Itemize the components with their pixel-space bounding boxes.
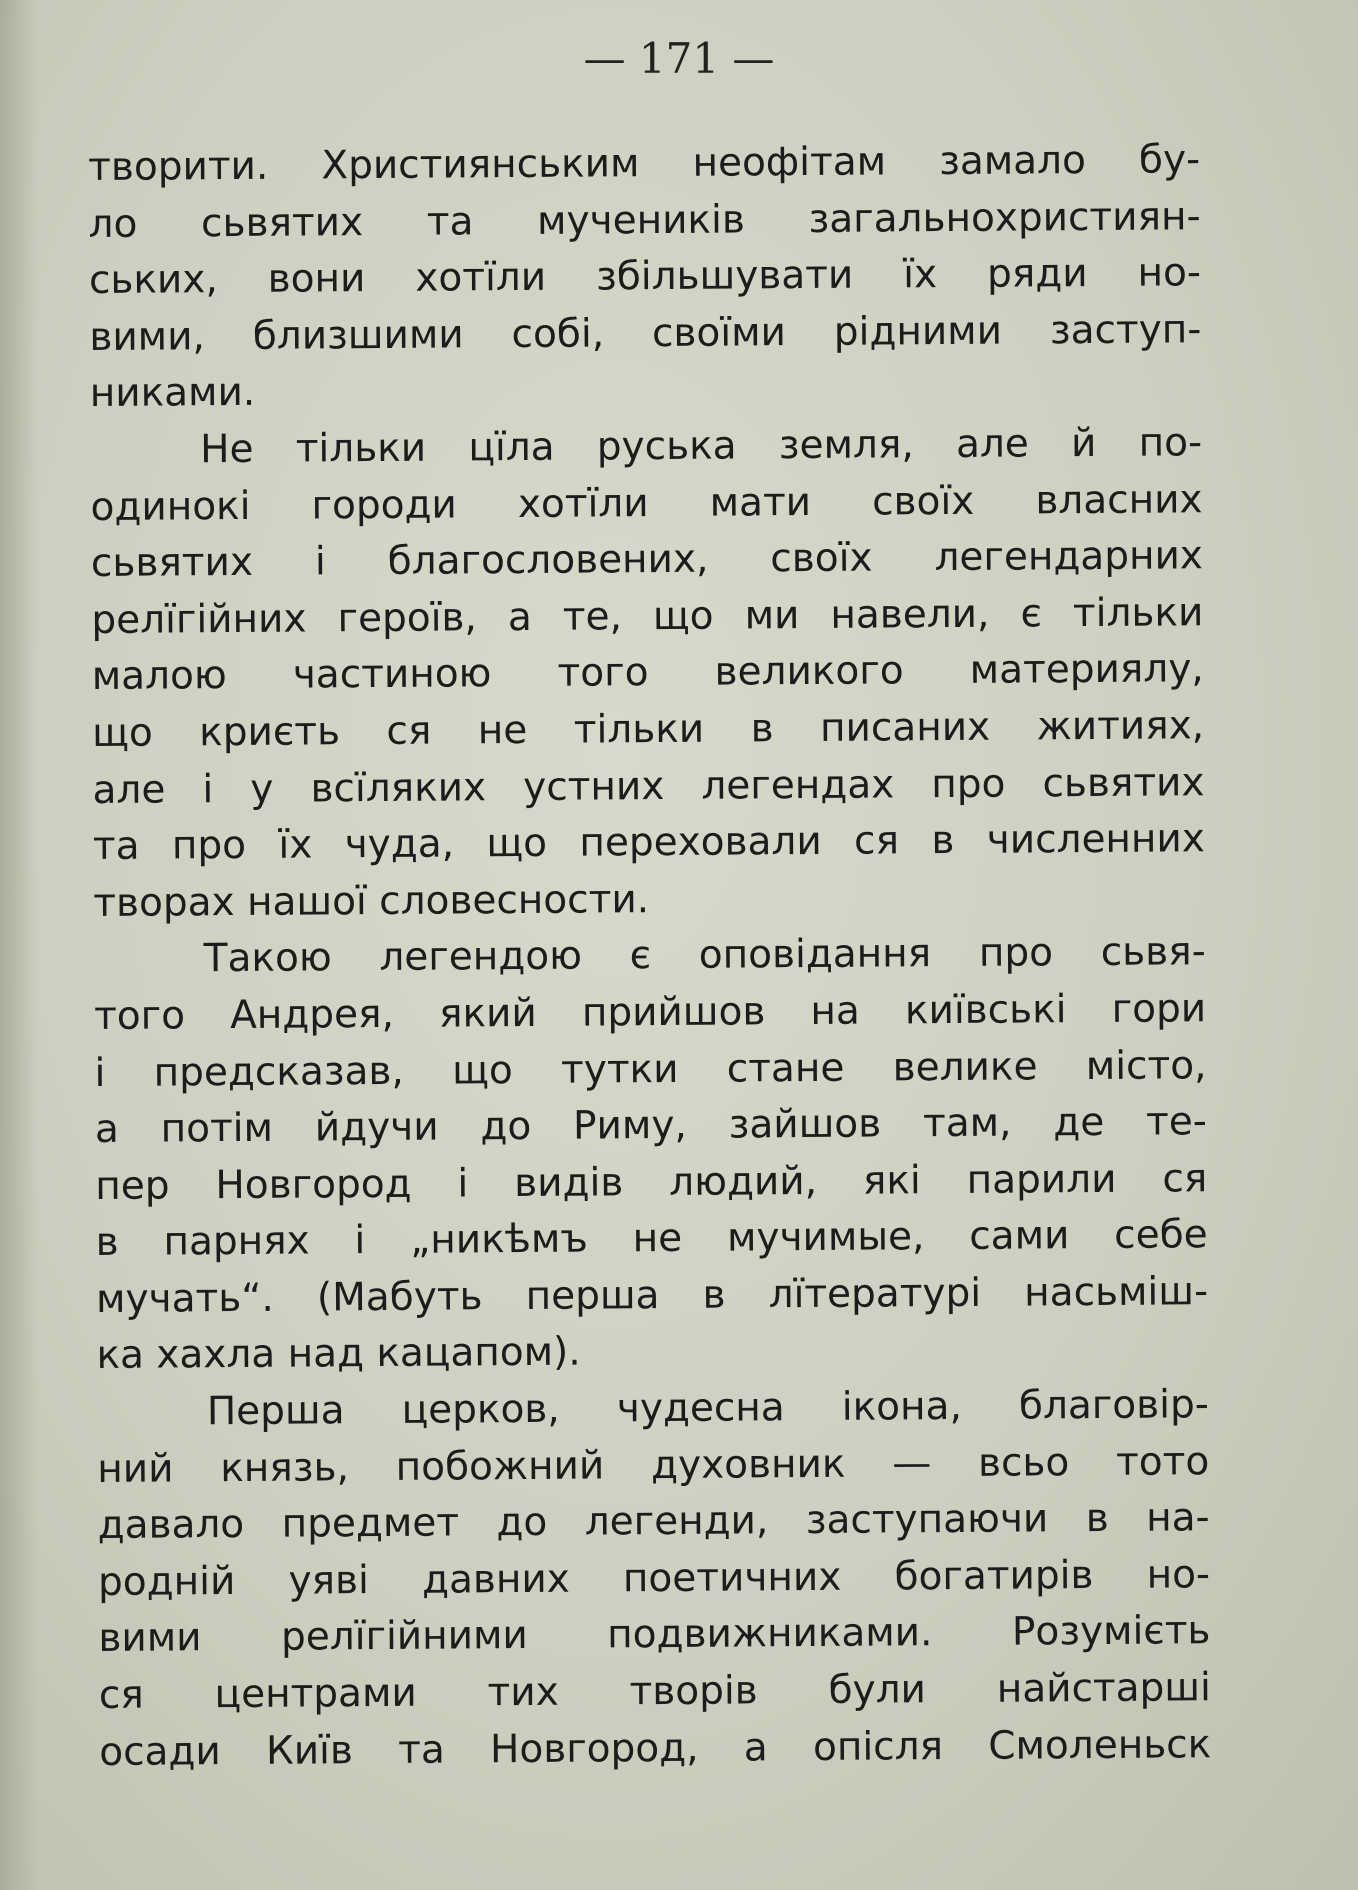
text-line: давало предмет до легенди, заступаючи в на-: [97, 1495, 1210, 1549]
text-line: ських, вони хотїли збільшувати їх ряди но-: [88, 250, 1202, 304]
text-line: того Андрея, який прийшов на київські гори: [93, 986, 1207, 1039]
text-line: пер Новгород і видів людий, які парили ся: [95, 1155, 1208, 1209]
text-line: никами.: [89, 370, 256, 417]
text-line: Не тільки цїла руська земля, але й по-: [200, 420, 1203, 473]
text-line: творити. Християнським неофітам замало бу-: [88, 137, 1201, 190]
text-line: мучать“. (Мабуть перша в лїтературі насьміш-: [95, 1269, 1209, 1322]
text-line: родній уяві давних поетичних богатирів но-: [97, 1552, 1211, 1605]
text-line: Такою легендою є оповідання про сьвя-: [203, 929, 1206, 982]
text-line: та про їх чуда, що переховали ся в численних: [92, 816, 1206, 870]
text-line: вими релїгійними подвижниками. Розумієть: [98, 1608, 1211, 1662]
text-line: ло сьвятих та мучеників загальнохристиян-: [88, 193, 1201, 247]
text-line: що криєть ся не тільки в писаних житиях,: [91, 703, 1205, 756]
text-line: сьвятих і благословених, своїх легендарних: [90, 533, 1204, 587]
text-line: малою частиною того великого материялу,: [91, 646, 1204, 700]
text-line: релїгійних героїв, а те, що ми навели, є тільки: [91, 589, 1204, 643]
text-line: творах нашої словесности.: [93, 876, 650, 926]
text-line: вими, близшими собі, своїми рідними заступ-: [89, 307, 1202, 360]
text-line: ка хахла над кацапом).: [96, 1330, 581, 1379]
body-text: [88, 132, 1211, 1781]
text-line: ний князь, побожний духовник — всьо тото: [97, 1438, 1210, 1492]
text-line: в парнях і „никѣмъ не мучимые, сами себе: [95, 1212, 1208, 1266]
text-line: одинокі городи хотїли мати своїх власних: [90, 476, 1203, 530]
page-edge-shadow: [0, 0, 38, 1890]
text-line: і предсказав, що тутки стане велике місто,: [94, 1042, 1207, 1096]
text-line: Перша церков, чудесна ікона, благовір-: [206, 1382, 1210, 1435]
text-line: осади Київ та Новгород, а опісля Смоленьск: [99, 1721, 1212, 1775]
text-line: ся центрами тих творів були найстарші: [98, 1665, 1211, 1718]
page-number: — 171 —: [583, 34, 775, 83]
text-line: а потім йдучи до Риму, зайшов там, де те-: [94, 1099, 1208, 1153]
text-line: але і у всїляких устних легендах про сьвятих: [92, 759, 1205, 813]
